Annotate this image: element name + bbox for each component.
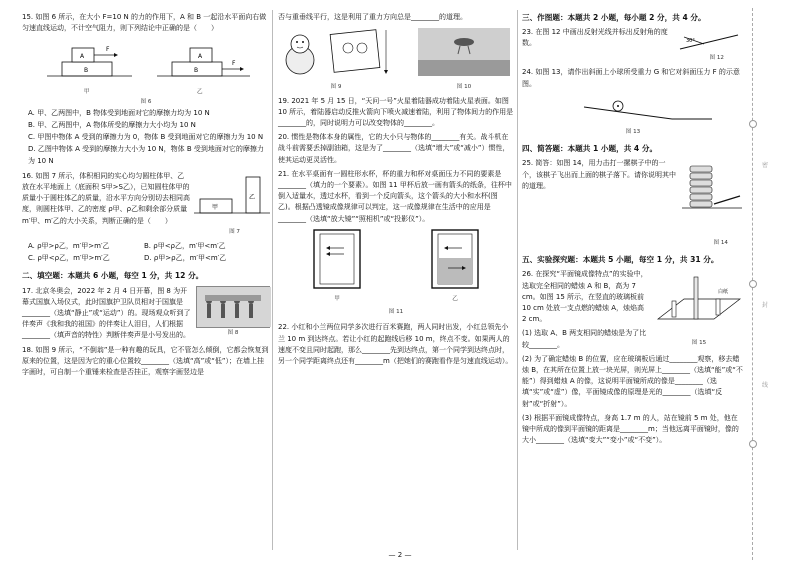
figure-11 bbox=[278, 228, 514, 305]
column-right: 三、作图题：本题共 2 小题，每小题 2 分，共 4 分。 30° 23. 在图 12 中画出反射光线并标出反射角的度数。 图 12 24. 如图 13，请作出斜面上小球所受重力 G 和它对斜面压力 F 的示意图。 图 13 四、简答题：本题共 1 小题，共 4 分。 25. 简答：如图 14，用力击打一摞棋子中的一个，该棋子飞出而上面的棋子落下。请你说明其中的道理。 图 14 五、实验探究题：本题共 5 小题，每空 1 分，共 31 分。 白纸 图 15 26. 在探究“平面镜成像特点”的实验中，选取完全相同的蜡烛 A 和 B，高为 7 cm。如图 15 所示，在竖直的玻璃板前 10 cm 处放一支点燃的蜡烛 A，烛焰高 2 cm。 (1) 选取 A、B 两支相同的蜡烛是为了比较________。 (2) 为了确定蜡烛 B 的位置，应在玻璃板后通过________观察，移去蜡烛 B，在其所在位置上放一块光屏，则光屏上________（选填“能”或“不能”）得到蜡烛 A 的像，这说明平面镜所成的像是________（选填“实”或“虚”）像，平面镜成像的原理是光的________（选填“反射”或“折射”）。 (3) 根据平面镜成像特点，身高 1.7 m 的人，站在镜前 5 m 处，他在镜中所成的像到平面镜的距离是________m；当他远离平面镜时，像的大小________（选填“变大”“变小”或“不变”）。 bbox=[522, 12, 744, 449]
q26-part-3: (3) 根据平面镜成像特点，身高 1.7 m 的人，站在镜前 5 m 处，他在镜中所成的像到平面镜的距离是________m；当他远离平面镜时，像的大小________（选填“变大”“变小”或“不变”）。 bbox=[522, 413, 739, 445]
page-number: — 2 — bbox=[388, 551, 412, 559]
margin-dot bbox=[749, 440, 757, 448]
margin-text-1: 密 bbox=[762, 162, 769, 169]
figure-12 bbox=[674, 27, 744, 53]
q18-continued: 否与重垂线平行，这是利用了重力方向总是________的道理。 bbox=[278, 13, 467, 21]
question-20: 20. 惯性是物体本身的属性，它的大小只与物体的________有关。战斗机在战斗前需要丢掉副油箱，这是为了________（选填“增大”或“减小”）惯性，使其运动更灵活性。 bbox=[278, 133, 510, 164]
question-15 bbox=[22, 12, 270, 34]
fig11-right: 乙 bbox=[428, 228, 482, 305]
section-2-heading: 二、填空题：本题共 6 小题，每空 1 分，共 12 分。 bbox=[22, 271, 204, 281]
q17-stem: 17. 北京冬奥会，2022 年 2 月 4 日开幕，图 8 为开幕式国旗入场仪式，此时国旗护卫队员相对于国旗是________（选填“静止”或“运动”）的。现场观众听到了伴奏声《我和我的祖国》的伴奏让人泪目，人们根据________（填声音的特性）判断伴奏声是小号发出的。 bbox=[22, 286, 191, 340]
figure-8: 图 8 bbox=[196, 286, 270, 339]
figure-10: 图 10 bbox=[414, 26, 514, 93]
question-22: 22. 小红和小兰两位同学多次进行百米赛跑，两人同时出发，小红总领先小兰 10 m 到达终点。若让小红的起跑线后移 10 m，终点不变。如果两人的速度不变且同时起跑，那么________先到达终点，第一个同学到达终点时，另一个同学距离终点还有________m（把她们的赛跑看作是匀速直线运动）。 bbox=[278, 323, 513, 366]
section-5-heading: 五、实验探究题：本题共 5 小题，每空 1 分，共 31 分。 bbox=[522, 255, 719, 265]
question-24: 24. 如图 13，请作出斜面上小球所受重力 G 和它对斜面压力 F 的示意图。 bbox=[522, 68, 740, 88]
svg-text:甲: 甲 bbox=[212, 203, 219, 211]
figure-13 bbox=[522, 93, 744, 123]
question-26: 白纸 图 15 26. 在探究“平面镜成像特点”的实验中，选取完全相同的蜡烛 A 和 B，高为 7 cm。如图 15 所示，在竖直的玻璃板前 10 cm 处放一支点燃的蜡烛 A，烛焰高 2 cm。 bbox=[522, 269, 744, 325]
q15-option-c: C. 甲图中物体 A 受到的摩擦力为 0，物体 B 受到地面对它的摩擦力为 10 N bbox=[28, 133, 264, 142]
question-17 bbox=[22, 286, 270, 342]
q18-stem: 18. 如图 9 所示，“不倒翁”是一种有趣的玩具，它不管怎么倾倒，它都会恢复到原来的位置，这是因为它的重心位置较________（选填“高”或“低”）；在墙上挂字画时，可自制一个重锤来检查是否挂正，观察字画竖边是 bbox=[22, 345, 269, 377]
question-16: 甲 乙 16. 如图 7 所示，体积相同的实心均匀圆柱体甲、乙放在水平地面上（底面积 S甲>S乙），已知圆柱体甲的质量小于圆柱体乙的质量，沿水平方向分别切去相同高度，则圆柱体甲、乙的密度 ρ甲、ρ乙和剩余部分质量 m′甲、m′乙的大小关系，判断正确的是（ ） 图 7 bbox=[22, 171, 270, 238]
section-4-heading: 四、简答题：本题共 1 小题，共 4 分。 bbox=[522, 144, 658, 154]
margin-text-3: 线 bbox=[762, 382, 769, 389]
margin-dot bbox=[749, 280, 757, 288]
margin-dot bbox=[749, 120, 757, 128]
figure-15: 白纸 图 15 bbox=[654, 269, 744, 348]
fig6-block-b: B bbox=[84, 67, 89, 75]
svg-text:A: A bbox=[198, 53, 203, 61]
q16-options: A. ρ甲>ρ乙，m′甲>m′乙 B. ρ甲<ρ乙，m′甲<m′乙 C. ρ甲<ρ乙，m′甲>m′乙 D. ρ甲>ρ乙，m′甲<m′乙 bbox=[28, 242, 227, 263]
svg-text:B: B bbox=[194, 67, 199, 75]
question-21: 21. 在水平桌面有一圆柱形水杯，杯的重力和杯对桌面压力不同的要素是________（填力的一个要素）。如图 11 甲杯后放一画有箭头的纸条，往杯中倒入适量水，透过水杯，看到一个反向箭头，这个箭头的大小和水杯(图乙)。根据凸透镜成像规律可以判定，这一成像规律在生活中的应用是________（选填“放大镜”“照相机”或“投影仪”）。 bbox=[278, 169, 512, 223]
section-3-heading: 三、作图题：本题共 2 小题，每小题 2 分，共 4 分。 bbox=[522, 13, 706, 22]
svg-text:30°: 30° bbox=[686, 38, 695, 45]
svg-text:F: F bbox=[106, 46, 110, 54]
column-divider-2 bbox=[517, 10, 518, 550]
column-left bbox=[22, 12, 270, 381]
fig6-block-a: A bbox=[80, 53, 85, 61]
svg-text:F: F bbox=[232, 60, 236, 68]
question-25: 25. 简答：如图 14，用力击打一摞棋子中的一个，该棋子飞出而上面的棋子落下。请你说明其中的道理。 图 14 bbox=[522, 158, 744, 249]
q15-option-a: A. 甲、乙两图中，B 物体受到地面对它的摩擦力均为 10 N bbox=[28, 108, 210, 117]
q15-option-b: B. 甲、乙两图中，A 物体所受的摩擦力大小均为 10 N bbox=[28, 121, 196, 130]
q26-part-2: (2) 为了确定蜡烛 B 的位置，应在玻璃板后通过________观察，移去蜡烛 B，在其所在位置上放一块光屏，则光屏上________（选填“能”或“不能”）得到蜡烛 A 的像，这说明平面镜所成的像是________（选填“实”或“虚”）像，平面镜成像的原理是光的________（选填“反射”或“折射”）。 bbox=[522, 354, 743, 408]
figure-7 bbox=[194, 171, 270, 217]
column-divider bbox=[272, 10, 273, 550]
figure-9: 图 9 bbox=[278, 26, 394, 93]
fig6-left bbox=[47, 46, 132, 76]
column-middle: 否与重垂线平行，这是利用了重力方向总是________的道理。 图 9 图 10 19. 2021 年 5 月 15 日，“天问一号”火星着陆器成功着陆火星表面。如图 10 所示，着陆器启动反推火箭向下喷火减速着陆，利用了物体间力的作用是________的，同时说明力可以改变物体的________。 20. 惯性是物体本身的属性，它的大小只与物体的________有关。战斗机在战斗前需要丢掉副油箱，这是为了________（选填“增大”或“减小”）惯性，使其运动更灵活性。 21. 在水平桌面有一圆柱形水杯，杯的重力和杯对桌面压力不同的要素是________（填力的一个要素）。如图 11 甲杯后放一画有箭头的纸条，往杯中倒入适量水，透过水杯，看到一个反向箭头，这个箭头的大小和水杯(图乙)。根据凸透镜成像规律可以判定，这一成像规律在生活中的应用是________（选填“放大镜”“照相机”或“投影仪”）。 甲 乙 图 11 22. 小红和小兰两位同学多次进行百米赛跑，两人同时出发，小红总领先小兰 10 m 到达终点。若让小红的起跑线后移 10 m，终点不变。如果两人的速度不变且同时起跑，那么________先到达终点，第一个同学到达终点时，另一个同学距离终点还有________m（把她们的赛跑看作是匀速直线运动）。 bbox=[278, 12, 514, 370]
fig11-left: 甲 bbox=[310, 228, 364, 305]
margin-text-2: 封 bbox=[762, 302, 769, 309]
question-18 bbox=[22, 345, 270, 379]
question-19: 19. 2021 年 5 月 15 日，“天问一号”火星着陆器成功着陆火星表面。如图 10 所示，着陆器启动反推火箭向下喷火减速着陆，利用了物体间力的作用是________的，同时说明力可以改变物体的________。 bbox=[278, 96, 514, 128]
question-23: 30° 23. 在图 12 中画出反射光线并标出反射角的度数。 图 12 bbox=[522, 27, 744, 64]
figure-6 bbox=[22, 40, 262, 80]
figures-9-10 bbox=[278, 26, 514, 93]
fig6-right bbox=[157, 48, 250, 76]
q15-stem: 15. 如图 6 所示，在大小 F=10 N 的力的作用下，A 和 B 一起沿水平面向右做匀速直线运动，不计空气阻力，则下列结论中正确的是（ ） bbox=[22, 13, 267, 33]
figure-6-caption: 图 6 bbox=[140, 98, 152, 105]
figure-14 bbox=[680, 158, 744, 228]
q26-part-1: (1) 选取 A、B 两支相同的蜡烛是为了比较________。 bbox=[522, 329, 647, 349]
svg-text:白纸: 白纸 bbox=[718, 289, 729, 296]
fig6-labels: 甲 乙 bbox=[84, 88, 203, 95]
q15-option-d: D. 乙图中物体 A 受到的摩擦力大小为 10 N，物体 B 受到地面对它的摩擦力为 10 N bbox=[28, 145, 264, 165]
q16-stem: 16. 如图 7 所示，体积相同的实心均匀圆柱体甲、乙放在水平地面上（底面积 S甲>S乙），已知圆柱体甲的质量小于圆柱体乙的质量，沿水平方向分别切去相同高度，则圆柱体甲、乙的密度 ρ甲、ρ乙和剩余部分质量 m′甲、m′乙的大小关系，判断正确的是（ ） bbox=[22, 171, 190, 225]
svg-text:乙: 乙 bbox=[249, 193, 256, 201]
flag-guard-photo bbox=[196, 286, 270, 328]
